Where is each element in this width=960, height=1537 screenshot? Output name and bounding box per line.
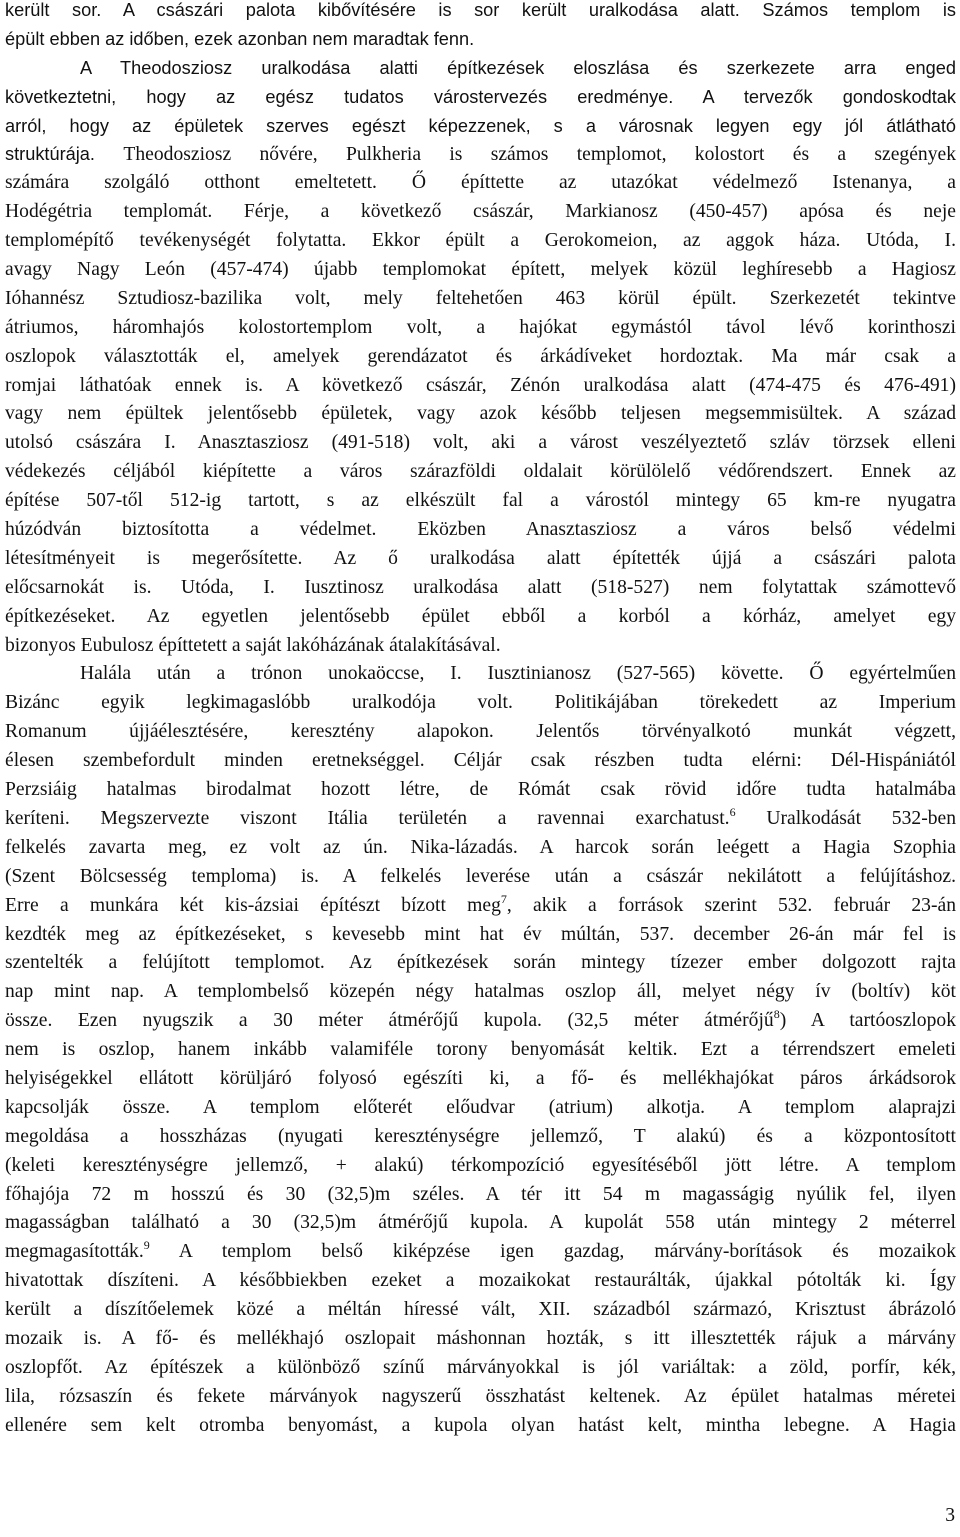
text-run: Theodosziosz nővére, Pulkheria is számos templomot, kolostort és a szegények — [123, 144, 956, 166]
text-run: ellenére sem kelt otromba benyomást, a kupola olyan hatást kelt, mintha lebegne. A Hagia — [5, 1414, 956, 1436]
text-line — [5, 545, 956, 574]
text-line — [5, 0, 956, 25]
text-run: került a díszítőelemek közé a méltán híressé vált, XII. századból származó, Krisztust ábrázoló — [5, 1299, 956, 1321]
text-run: átriumos, háromhajós kolostortemplom volt, a hajókat egymástól távol lévő korinthoszi — [5, 316, 956, 338]
text-line — [5, 1354, 956, 1383]
text-run: hivatottak díszíteni. A későbbiekben ezeket a mozaikokat restaurálták, újakkal pótolták ki. Így — [5, 1270, 956, 1292]
text-line — [5, 978, 956, 1007]
text-run: bizonyos Eubulosz építtetett a saját lakóházának átalakításával. — [5, 634, 501, 656]
text-run: magasságban található a 30 (32,5)m átmérőjű kupola. A kupolát 558 után mintegy 2 méterrel — [5, 1212, 956, 1234]
text-run: következtetni, hogy az egész tudatos várostervezés eredménye. A tervezők gondoskodtak — [5, 86, 956, 107]
text-line — [5, 1123, 956, 1152]
text-run: megoldása a hosszházas (nyugati kereszténységre jellemző, T alakú) és a központosított — [5, 1125, 956, 1147]
text-run: került sor. A császári palota kibővítésére is sor került uralkodása alatt. Számos templom is — [5, 0, 956, 20]
text-line — [5, 603, 956, 632]
text-run: építése 507-től 512-ig tartott, s az elkészült fal a várostól mintegy 65 km-re nyugatra — [5, 490, 956, 512]
text-run: A templom belső kiképzése igen gazdag, márvány-borítások és mozaikok — [149, 1241, 956, 1263]
footnote-marker[interactable]: 8 — [773, 1007, 780, 1022]
text-line — [5, 1238, 956, 1267]
footnote-marker[interactable]: 7 — [500, 891, 507, 906]
text-run: kezdték meg az építkezéseket, s kevesebb mint hat év múltán, 537. december 26-án már fel is — [5, 923, 956, 945]
text-line — [5, 256, 956, 285]
footnote-marker[interactable]: 9 — [143, 1238, 150, 1253]
text-line — [5, 400, 956, 429]
text-line — [5, 1267, 956, 1296]
text-run: arról, hogy az épületek szerves egészt képezzenek, s a városnak legyen egy jól átlátható — [5, 115, 956, 136]
text-run: előcsarnokát is. Utóda, I. Iusztinosz uralkodása alatt (518-527) nem folytattak számottevő — [5, 576, 956, 598]
text-run: Hodégétria templomát. Férje, a következő császár, Markianosz (450-457) apósa és neje — [5, 201, 956, 223]
text-line — [5, 429, 956, 458]
text-line — [5, 949, 956, 978]
text-run: felkelés zavarta meg, ez volt az ún. Nika-lázadás. A harcok során leégett a Hagia Szophia — [5, 836, 956, 858]
text-line — [5, 718, 956, 747]
text-line — [5, 54, 956, 83]
text-line — [5, 1065, 956, 1094]
text-line — [5, 1383, 956, 1412]
text-run: Halála után a trónon unokaöccse, I. Iusztinianosz (527-565) követte. Ő egyértelműen — [80, 663, 956, 685]
text-run: Erre a munkára két kis-ázsiai építészt bízott meg — [5, 894, 501, 916]
text-run: utolsó császára I. Anasztasziosz (491-518) volt, aki a várost veszélyeztető szláv törzsek elleni — [5, 432, 956, 454]
text-line — [5, 1209, 956, 1238]
text-line — [5, 834, 956, 863]
text-run: romjai láthatóak ennek is. A következő császár, Zénón uralkodása alatt (474-475 és 476-491) — [5, 374, 956, 396]
text-line — [5, 863, 956, 892]
text-line — [5, 1036, 956, 1065]
text-run: oszlopfőt. Az építészek a különböző színű márványokkal is jól variáltak: a zöld, porfír, kék, — [5, 1356, 956, 1378]
text-run: Ióhannész Sztudiosz-bazilika volt, mely feltehetően 463 körül épült. Szerkezetét tekintve — [5, 287, 956, 309]
text-run: védekezés céljából kiépítette a város szárazföldi oldalait körülölelő védőrendszert. Ennek az — [5, 461, 956, 483]
text-line — [5, 747, 956, 776]
text-run: Uralkodását 532-ben — [735, 807, 957, 829]
text-line — [5, 343, 956, 372]
text-line — [5, 227, 956, 256]
text-run: húzódván biztosította a védelmet. Eközben Anasztasziosz a város belső védelmi — [5, 519, 956, 541]
text-run: A Theodosziosz uralkodása alatti építkezések eloszlása és szerkezete arra enged — [80, 57, 956, 78]
text-line — [5, 776, 956, 805]
text-line — [5, 25, 956, 54]
text-run: építkezéseket. Az egyetlen jelentősebb épület ebből a korból a kórház, amelyet egy — [5, 605, 956, 627]
text-run: megmagasították. — [5, 1241, 144, 1263]
text-line — [5, 1007, 956, 1036]
text-line — [5, 314, 956, 343]
text-run: kapcsolják össze. A templom előterét előudvar (atrium) alkotja. A templom alaprajzi — [5, 1096, 956, 1118]
text-line — [5, 140, 956, 169]
text-line — [5, 1296, 956, 1325]
text-run: létesítményeit is megerősítette. Az ő uralkodása alatt építették újjá a császári palota — [5, 547, 956, 569]
text-run: szentelték a felújított templomot. Az építkezések során mintegy tízezer ember dolgozott rajta — [5, 952, 956, 974]
text-run: (Szent Bölcsesség temploma) is. A felkelés leverése után a császár nekilátott a felújításhoz. — [5, 865, 956, 887]
text-line — [5, 516, 956, 545]
text-run: oszlopok választották el, amelyek gerendázatot és árkádíveket hordoztak. Ma már csak a — [5, 345, 956, 367]
text-line — [5, 83, 956, 112]
text-line — [5, 1094, 956, 1123]
text-run: vagy nem épültek jelentősebb épületek, vagy azok később teljesen megsemmisültek. A század — [5, 403, 956, 425]
text-line — [5, 1325, 956, 1354]
text-run: élesen szembefordult minden eretnekséggel. Céljár csak részben tudta elérni: Dél-Hispániától — [5, 750, 956, 772]
text-line — [5, 112, 956, 141]
text-run: ) A tartóoszlopok — [779, 1010, 956, 1032]
footnote-marker[interactable]: 6 — [729, 804, 736, 819]
text-run: össze. Ezen nyugszik a 30 méter átmérőjű kupola. (32,5 méter átmérőjű — [5, 1010, 774, 1032]
text-line — [5, 458, 956, 487]
text-line — [5, 892, 956, 921]
text-run: számára szolgáló otthont emeltetett. Ő építtette az utazókat védelmező Istenanya, a — [5, 172, 956, 194]
text-line — [5, 689, 956, 718]
text-run: , akik a források szerint 532. február 23-án — [506, 894, 956, 916]
text-run: struktúrája. — [5, 144, 124, 165]
text-line — [5, 921, 956, 950]
text-run: mozaik is. A fő- és mellékhajó oszlopait máshonnan hozták, s itt illesztették rájuk a márvány — [5, 1327, 956, 1349]
text-line — [5, 487, 956, 516]
text-run: Romanum újjáélesztésére, keresztény alapokon. Jelentős törvényalkotó munkát végzett, — [5, 721, 956, 743]
text-run: nap mint nap. A templombelső közepén négy hatalmas oszlop áll, melyet négy ív (boltív) köt — [5, 981, 956, 1003]
text-run: nem is oszlop, hanem inkább valamiféle torony benyomását keltik. Ezt a térrendszert emeleti — [5, 1039, 956, 1061]
text-run: keríteni. Megszervezte viszont Itália területén a ravennai exarchatust. — [5, 807, 730, 829]
text-run: (keleti kereszténységre jellemző, + alakú) térkompozíció egyesítéséből jött létre. A templom — [5, 1154, 956, 1176]
text-run: helyiségekkel ellátott körüljáró folyosó egészíti ki, a fő- és mellékhajókat páros árkádsorok — [5, 1067, 956, 1089]
text-run: főhajója 72 m hosszú és 30 (32,5)m széles. A tér itt 54 m magasságig nyúlik fel, ilyen — [5, 1183, 956, 1205]
text-run: templomépítő tevékenységét folytatta. Ekkor épült a Gerokomeion, az aggok háza. Utóda, I. — [5, 230, 956, 252]
text-run: lila, rózsaszín és fekete márványok nagyszerű összhatást keltenek. Az épület hatalmas méretei — [5, 1385, 956, 1407]
text-run: Perzsiáig hatalmas birodalmat hozott létre, de Rómát csak rövid időre tudta hatalmába — [5, 779, 956, 801]
text-line — [5, 1412, 956, 1441]
text-line — [5, 198, 956, 227]
text-line — [5, 660, 956, 689]
text-run: épült ebben az időben, ezek azonban nem maradtak fenn. — [5, 28, 475, 49]
page-number: 3 — [945, 1505, 955, 1526]
text-run: Bizánc egyik legkimagaslóbb uralkodója volt. Politikájában törekedett az Imperium — [5, 692, 956, 714]
text-run: avagy Nagy León (457-474) újabb templomokat épített, melyek közül leghíresebb a Hagiosz — [5, 259, 956, 281]
text-line — [5, 285, 956, 314]
text-line — [5, 1152, 956, 1181]
document-page — [5, 0, 956, 1441]
text-line — [5, 169, 956, 198]
text-line — [5, 632, 956, 661]
text-line — [5, 574, 956, 603]
text-line — [5, 805, 956, 834]
text-line — [5, 1181, 956, 1210]
text-line — [5, 372, 956, 401]
